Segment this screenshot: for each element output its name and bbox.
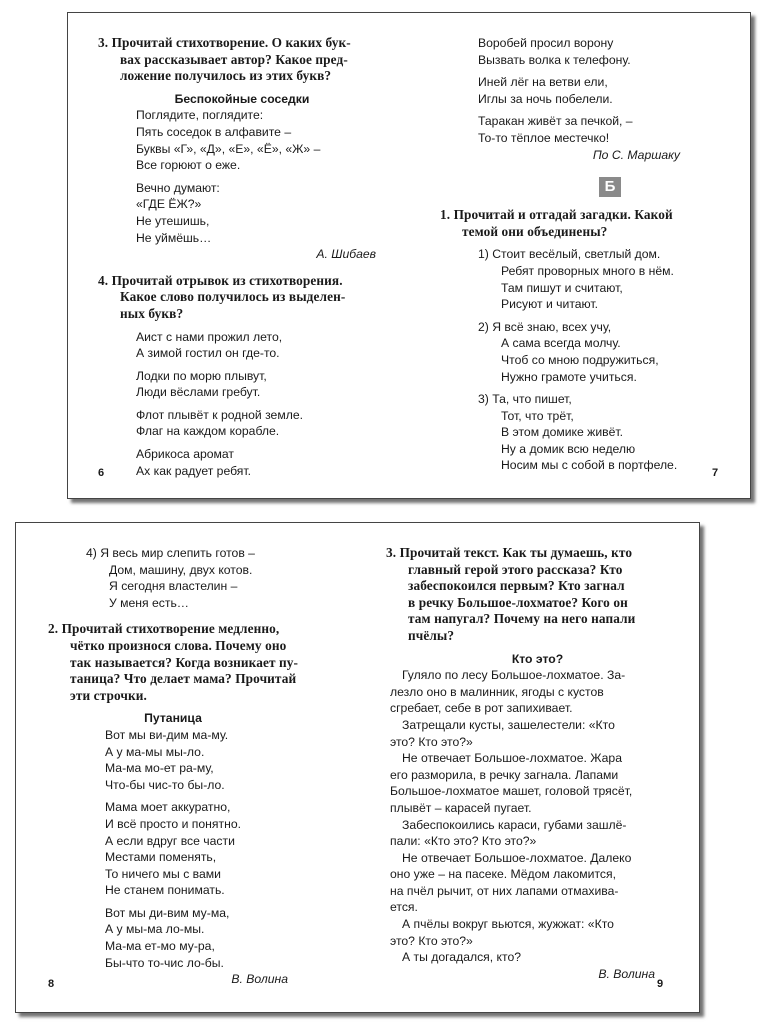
riddle-line: В этом домике живёт. xyxy=(501,425,623,440)
page-9 xyxy=(386,545,669,982)
poem-line: Флот плывёт к родной земле. xyxy=(136,407,303,422)
riddle-line: 4) Я весь мир слепить готов – xyxy=(86,546,255,560)
riddle-line: Там пишут и считают, xyxy=(501,280,623,295)
text-line: эти строчки. xyxy=(70,687,147,703)
story-line: это? Кто это?» xyxy=(390,734,473,749)
poem-line: Поглядите, поглядите: xyxy=(136,108,264,123)
text-line: 1. Прочитай и отгадай загадки. Какой xyxy=(440,207,673,223)
poem-line: Мама моет аккуратно, xyxy=(105,800,231,815)
riddle-line: 1) Стоит весёлый, светлый дом. xyxy=(478,247,661,262)
story-line: Затрещали кусты, зашелестели: «Кто xyxy=(402,717,615,732)
poem-line: Что-бы чис-то бы-ло. xyxy=(105,777,225,792)
riddle-line: У меня есть… xyxy=(109,595,189,610)
story-line: А пчёлы вокруг вьются, жужжат: «Кто xyxy=(402,917,614,932)
poem-line: А у мы-ма ло-мы. xyxy=(105,922,205,937)
poem-stanza xyxy=(98,107,386,173)
text-line: в речку Большое-лохматое? Кого он xyxy=(408,594,628,610)
story-line: лезло оно в малинник, ягоды с кустов xyxy=(390,684,604,699)
riddles xyxy=(440,246,730,474)
story-text xyxy=(386,667,669,966)
text-line: вах рассказывает автор? Какое пред- xyxy=(120,51,348,67)
poem-line: Не уймёшь… xyxy=(136,230,212,245)
spread-pages-6-7 xyxy=(67,12,751,499)
poem-line: И всё просто и понятно. xyxy=(105,816,241,831)
poem-line: Абрикоса аромат xyxy=(136,447,235,462)
poem-line: Ма-ма мо-ет ра-му, xyxy=(105,761,214,776)
text-line: 2. Прочитай стихотворение медленно, xyxy=(48,621,280,637)
riddle-line: Я сегодня властелин – xyxy=(109,579,238,594)
poem-line: Не утешишь, xyxy=(136,213,210,228)
poem-line: То-то тёплое местечко! xyxy=(478,130,610,145)
page-number: 7 xyxy=(712,467,719,479)
story-line: пали: «Кто это? Кто это?» xyxy=(390,834,537,849)
riddle-line: Ну а домик всю неделю xyxy=(501,441,636,456)
poem-title: Путаница xyxy=(144,711,202,726)
poem-line: Буквы «Г», «Д», «Е», «Ё», «Ж» – xyxy=(136,141,321,156)
poem-line: Вызвать волка к телефону. xyxy=(478,52,631,67)
poem-line: Вот мы ви-дим ма-му. xyxy=(105,727,229,742)
poem-line: То ничего мы с вами xyxy=(105,866,221,881)
poem-line: Таракан живёт за печкой, – xyxy=(478,114,633,129)
task-2-instruction xyxy=(48,621,338,704)
poem xyxy=(48,727,338,971)
text-line: Какое слово получилось из выделен- xyxy=(120,289,346,305)
story-line: сгребает, себе в рот запихивает. xyxy=(390,701,573,716)
page-7 xyxy=(440,35,730,474)
riddle-line: Ребят проворных много в нём. xyxy=(501,263,674,278)
text-line: 3. Прочитай текст. Как ты думаешь, кто xyxy=(386,545,633,560)
story-title: Кто это? xyxy=(511,651,564,666)
story-line: на пчёл рычит, от них лапами отмахива- xyxy=(390,883,619,898)
text-line: таница? Что делает мама? Прочитай xyxy=(70,671,297,687)
poem-line: Ма-ма ет-мо му-ра, xyxy=(105,939,215,954)
story-line: ется. xyxy=(390,900,418,915)
riddle-line: Дом, машину, двух котов. xyxy=(109,562,253,577)
poem-stanza xyxy=(440,35,730,147)
poem-line: Бы-что то-чис ло-бы. xyxy=(105,955,224,970)
story-line: его разморила, в речку загнала. Лапами xyxy=(390,767,619,782)
poem-stanza xyxy=(98,180,386,246)
riddle-line: Нужно грамоте учиться. xyxy=(501,369,637,384)
poem-line: А если вдруг все части xyxy=(105,833,235,848)
text-line: главный герой этого рассказа? Кто xyxy=(408,561,623,577)
poem-author: По С. Маршаку xyxy=(592,147,680,162)
poem-line: Не станем понимать. xyxy=(105,883,225,898)
poem-line: А у ма-мы мы-ло. xyxy=(105,744,205,759)
poem-line: А зимой гостил он где-то. xyxy=(136,346,280,361)
riddle-4 xyxy=(48,545,338,611)
text-line: чётко произнося слова. Почему оно xyxy=(70,637,287,653)
text-line: темой они объединены? xyxy=(462,223,608,239)
task-3-instruction xyxy=(386,545,669,645)
text-line: пчёлы? xyxy=(408,627,455,643)
text-line: забеспокоился первым? Кто загнал xyxy=(408,578,625,594)
poem-author: В. Волина xyxy=(231,972,288,987)
text-line: 3. Прочитай стихотворение. О каких бук- xyxy=(98,35,351,50)
story-line: Гуляло по лесу Большое-лохматое. За- xyxy=(402,668,626,683)
poem-line: Флаг на каждом корабле. xyxy=(136,424,280,439)
spread-pages-8-9 xyxy=(15,522,700,1013)
riddle-line: А сама всегда молчу. xyxy=(501,336,621,351)
story-line: Большое-лохматое машет, головой трясёт, xyxy=(390,784,633,799)
story-line: плывёт – карасей пугает. xyxy=(390,800,532,815)
text-line: так называется? Когда возникает пу- xyxy=(70,654,299,670)
story-line: А ты догадался, кто? xyxy=(402,950,522,965)
story-line: Не отвечает Большое-лохматое. Жара xyxy=(402,751,622,766)
story-line: Забеспокоились караси, губами зашлё- xyxy=(402,817,627,832)
story-line: Не отвечает Большое-лохматое. Далеко xyxy=(402,850,632,865)
page-number: 6 xyxy=(98,467,105,479)
poem-line: Иглы за ночь побелели. xyxy=(478,91,613,106)
story-line: это? Кто это?» xyxy=(390,933,473,948)
riddle-line: 2) Я всё знаю, всех учу, xyxy=(478,319,612,334)
poem-line: Лодки по морю плывут, xyxy=(136,368,267,383)
section-badge: Б xyxy=(599,177,621,197)
poem-line: Все горюют о еже. xyxy=(136,158,241,173)
poem-line: Воробей просил ворону xyxy=(478,36,614,50)
task-4-instruction xyxy=(98,273,386,323)
riddle-line: Рисуют и читают. xyxy=(501,297,599,312)
page-number: 8 xyxy=(48,978,55,990)
page-6 xyxy=(98,35,386,479)
poem-line: «ГДЕ ЁЖ?» xyxy=(136,197,202,212)
task-1-instruction xyxy=(440,207,730,240)
page-number: 9 xyxy=(657,978,664,990)
poem-line: Иней лёг на ветви ели, xyxy=(478,75,608,90)
riddle-line: Тот, что трёт, xyxy=(501,408,574,423)
task-3-instruction xyxy=(98,35,386,85)
poem-excerpt xyxy=(98,329,386,480)
poem-title: Беспокойные соседки xyxy=(174,91,310,106)
poem-author: А. Шибаев xyxy=(316,247,376,262)
riddle-line: 3) Та, что пишет, xyxy=(478,392,572,407)
story-author: В. Волина xyxy=(598,966,655,981)
poem-line: Ах как радует ребят. xyxy=(136,463,252,478)
text-line: ных букв? xyxy=(120,305,184,321)
story-line: оно уже – на пасеке. Мёдом лакомится, xyxy=(390,867,616,882)
poem-line: Люди вёслами гребут. xyxy=(136,385,261,400)
page-8 xyxy=(48,545,338,988)
poem-line: Аист с нами прожил лето, xyxy=(136,329,283,344)
riddle-line: Носим мы с собой в портфеле. xyxy=(501,458,678,473)
poem-line: Вечно думают: xyxy=(136,180,220,195)
riddle-line: Чтоб со мною подружиться, xyxy=(501,352,659,367)
poem-line: Пять соседок в алфавите – xyxy=(136,124,292,139)
text-line: ложение получилось из этих букв? xyxy=(120,68,332,84)
text-line: 4. Прочитай отрывок из стихотворения. xyxy=(98,272,343,288)
poem-line: Вот мы ди-вим му-ма, xyxy=(105,905,230,920)
text-line: там напугал? Почему на него напали xyxy=(408,611,636,627)
poem-line: Местами поменять, xyxy=(105,850,217,865)
